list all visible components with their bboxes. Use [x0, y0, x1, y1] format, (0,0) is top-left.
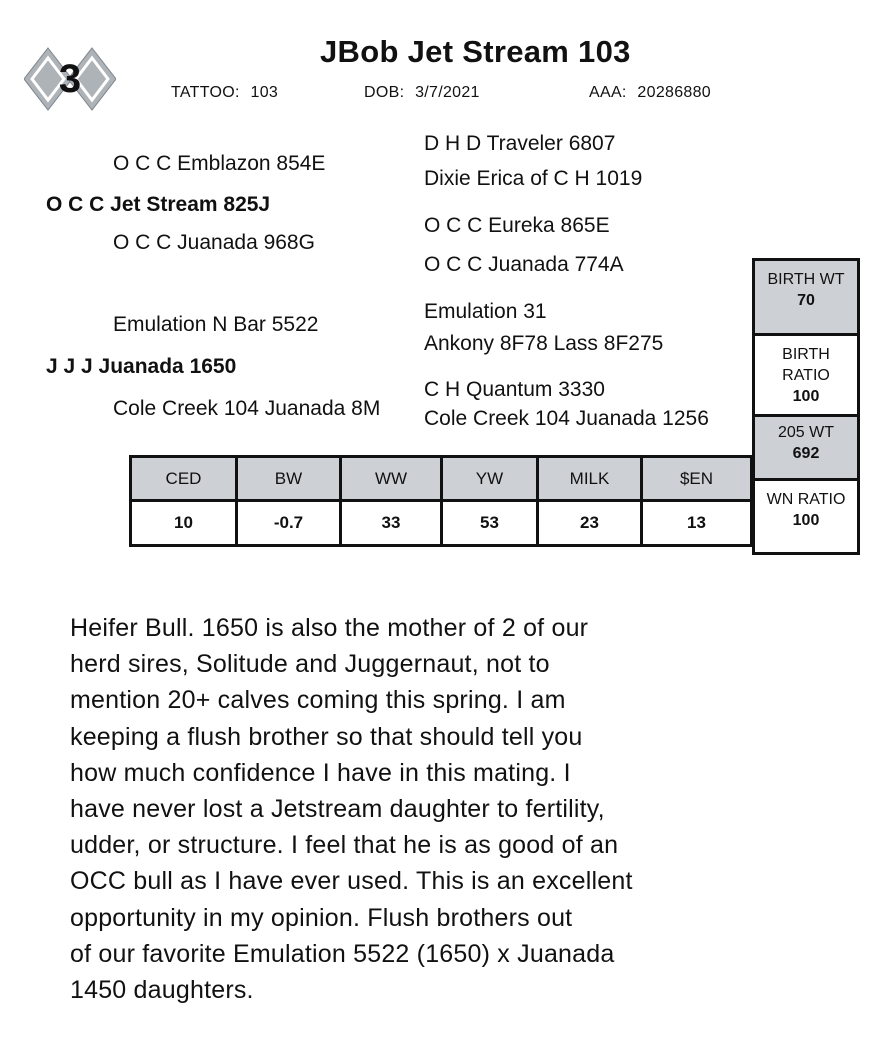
stat-value: 100: [792, 388, 820, 405]
notes-line: Heifer Bull. 1650 is also the mother of 2 of our: [70, 614, 589, 642]
pedigree-sire-dam-dam: O C C Juanada 774A: [424, 253, 624, 276]
epd-value: -0.7: [237, 501, 341, 546]
notes-line: udder, or structure. I feel that he is as good of an: [70, 831, 619, 860]
pedigree-dam-sire-sire: Emulation 31: [424, 300, 547, 323]
pedigree-sire: O C C Jet Stream 825J: [46, 193, 271, 216]
tattoo-info: [171, 84, 278, 102]
notes-line: have never lost a Jetstream daughter to fertility,: [70, 795, 605, 824]
sale-notes: [70, 610, 770, 1008]
stat-value: 692: [792, 445, 820, 462]
epd-header: MILK: [538, 457, 642, 501]
pedigree-sire-sire-sire: D H D Traveler 6807: [424, 132, 616, 155]
dob-value: 3/7/2021: [415, 84, 480, 101]
notes-line: OCC bull as I have ever used. This is an excellent: [70, 867, 633, 896]
registration-number: 20286880: [637, 84, 712, 101]
stat-205-weight: [755, 417, 857, 481]
tattoo-value: 103: [250, 84, 279, 101]
epd-header-row: [131, 457, 752, 501]
pedigree-sire-dam-sire: O C C Eureka 865E: [424, 214, 610, 237]
pedigree-dam-sire: Emulation N Bar 5522: [113, 313, 319, 336]
epd-value-row: [131, 501, 752, 546]
dob-label: DOB:: [364, 84, 405, 101]
epd-header: WW: [341, 457, 442, 501]
epd-header: $EN: [642, 457, 752, 501]
dob-info: [364, 84, 480, 102]
pedigree-dam-dam: Cole Creek 104 Juanada 8M: [113, 397, 381, 420]
notes-line: herd sires, Solitude and Juggernaut, not to: [70, 650, 550, 679]
epd-value: 53: [442, 501, 538, 546]
notes-line: keeping a flush brother so that should tell you: [70, 722, 583, 751]
stat-weaning-ratio: [755, 481, 857, 552]
lot-badge: [24, 44, 116, 114]
notes-line: mention 20+ calves coming this spring. I am: [70, 686, 566, 715]
epd-value: 10: [131, 501, 237, 546]
stat-value: 70: [797, 292, 815, 309]
epd-header: CED: [131, 457, 237, 501]
notes-line: of our favorite Emulation 5522 (1650) x Juanada: [70, 939, 615, 968]
stat-value: 100: [792, 512, 820, 529]
epd-value: 33: [341, 501, 442, 546]
stat-label: BIRTH RATIO: [782, 346, 830, 384]
epd-header: BW: [237, 457, 341, 501]
pedigree-sire-sire-dam: Dixie Erica of C H 1019: [424, 167, 643, 190]
stat-birth-ratio: [755, 336, 857, 417]
notes-line: 1450 daughters.: [70, 976, 254, 1005]
tattoo-label: TATTOO:: [171, 84, 240, 101]
notes-line: opportunity in my opinion. Flush brothers out: [70, 903, 573, 932]
epd-header: YW: [442, 457, 538, 501]
epd-value: 13: [642, 501, 752, 546]
pedigree-sire-dam: O C C Juanada 968G: [113, 231, 315, 254]
pedigree-dam-dam-sire: C H Quantum 3330: [424, 378, 605, 401]
epd-table: [129, 455, 753, 547]
pedigree-dam-dam-dam: Cole Creek 104 Juanada 1256: [424, 407, 709, 430]
notes-line: how much confidence I have in this mating. I: [70, 758, 571, 787]
registration-label: AAA:: [589, 84, 627, 101]
epd-value: 23: [538, 501, 642, 546]
animal-name: JBob Jet Stream 103: [320, 34, 631, 69]
stat-label: 205 WT: [777, 424, 834, 441]
registration-info: [589, 84, 711, 102]
pedigree-dam-sire-dam: Ankony 8F78 Lass 8F275: [424, 332, 664, 355]
lot-number: 3: [58, 56, 82, 101]
stat-label: BIRTH WT: [767, 271, 845, 288]
pedigree-sire-sire: O C C Emblazon 854E: [113, 152, 326, 175]
performance-stats: [752, 258, 860, 555]
stat-birth-weight: [755, 261, 857, 336]
stat-label: WN RATIO: [766, 491, 846, 508]
pedigree-dam: J J J Juanada 1650: [46, 355, 237, 378]
